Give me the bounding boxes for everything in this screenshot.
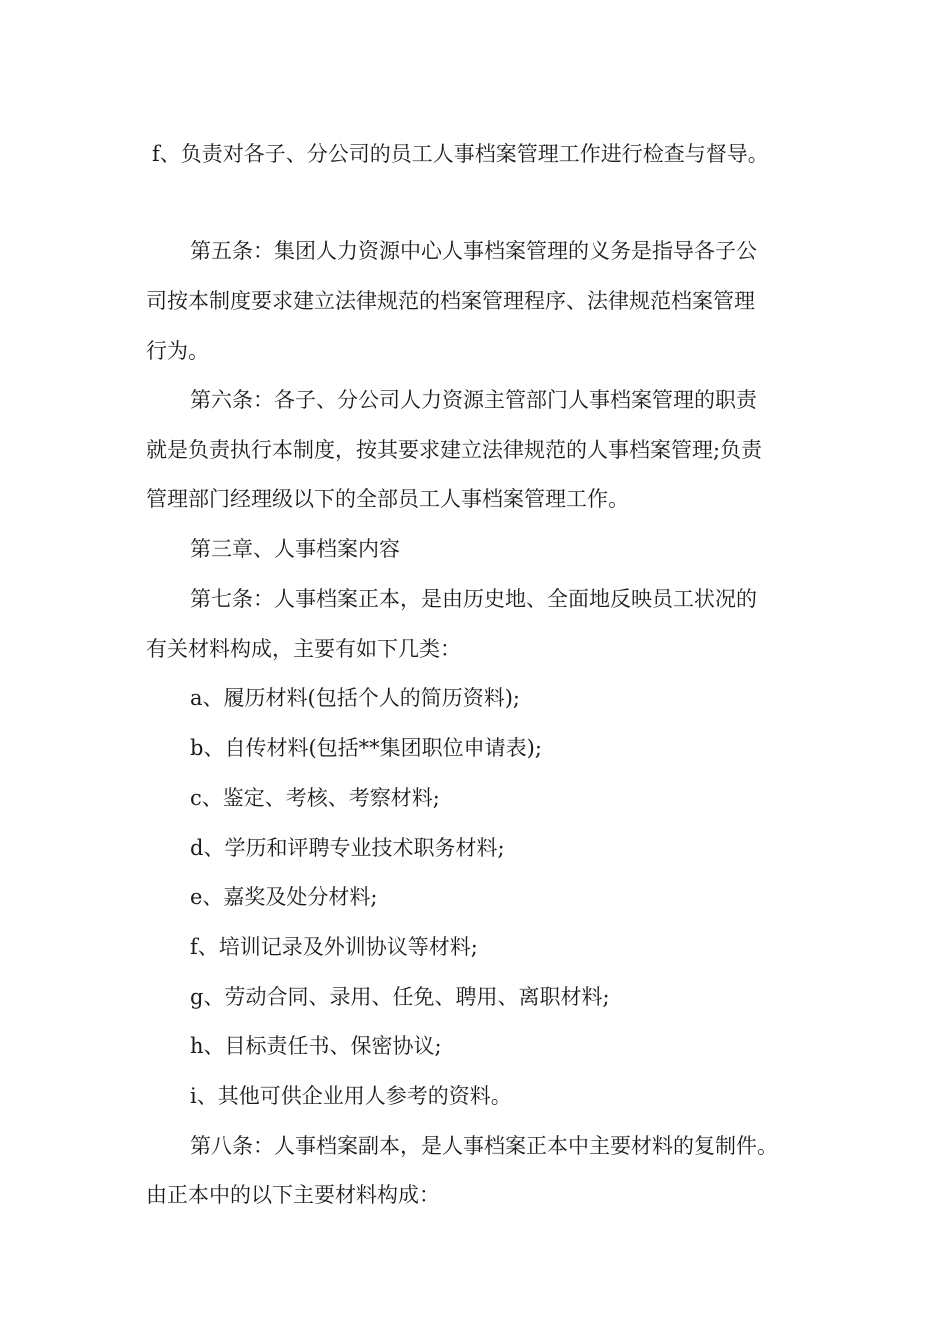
article-5-line-1: 第五条：集团人力资源中心人事档案管理的义务是指导各子公	[190, 239, 757, 263]
list-item-d: d、学历和评聘专业技术职务材料;	[190, 836, 505, 860]
list-item-f: f、培训记录及外训协议等材料;	[190, 935, 478, 959]
article-6-line-1: 第六条：各子、分公司人力资源主管部门人事档案管理的职责	[190, 388, 757, 412]
list-item-c: c、鉴定、考核、考察材料;	[190, 786, 440, 810]
article-7-line-2: 有关材料构成，主要有如下几类：	[146, 637, 461, 661]
article-7-line-1: 第七条：人事档案正本，是由历史地、全面地反映员工状况的	[190, 587, 757, 611]
article-5-line-2: 司按本制度要求建立法律规范的档案管理程序、法律规范档案管理	[146, 289, 755, 313]
list-item-b: b、自传材料(包括**集团职位申请表);	[190, 736, 542, 760]
article-8-line-1: 第八条：人事档案副本，是人事档案正本中主要材料的复制件。	[190, 1134, 778, 1158]
chapter-3-heading: 第三章、人事档案内容	[190, 537, 400, 561]
list-item-i: i、其他可供企业用人参考的资料。	[190, 1084, 512, 1108]
item-f-supervision: f、负责对各子、分公司的员工人事档案管理工作进行检查与督导。	[152, 142, 769, 166]
list-item-h: h、目标责任书、保密协议;	[190, 1034, 442, 1058]
list-item-e: e、嘉奖及处分材料;	[190, 885, 378, 909]
list-item-a: a、履历材料(包括个人的简历资料);	[190, 686, 520, 710]
list-item-g: g、劳动合同、录用、任免、聘用、离职材料;	[190, 985, 610, 1009]
article-8-line-2: 由正本中的以下主要材料构成：	[146, 1183, 440, 1207]
article-5-line-3: 行为。	[146, 339, 209, 363]
article-6-line-2: 就是负责执行本制度，按其要求建立法律规范的人事档案管理;负责	[146, 438, 763, 462]
article-6-line-3: 管理部门经理级以下的全部员工人事档案管理工作。	[146, 487, 629, 511]
